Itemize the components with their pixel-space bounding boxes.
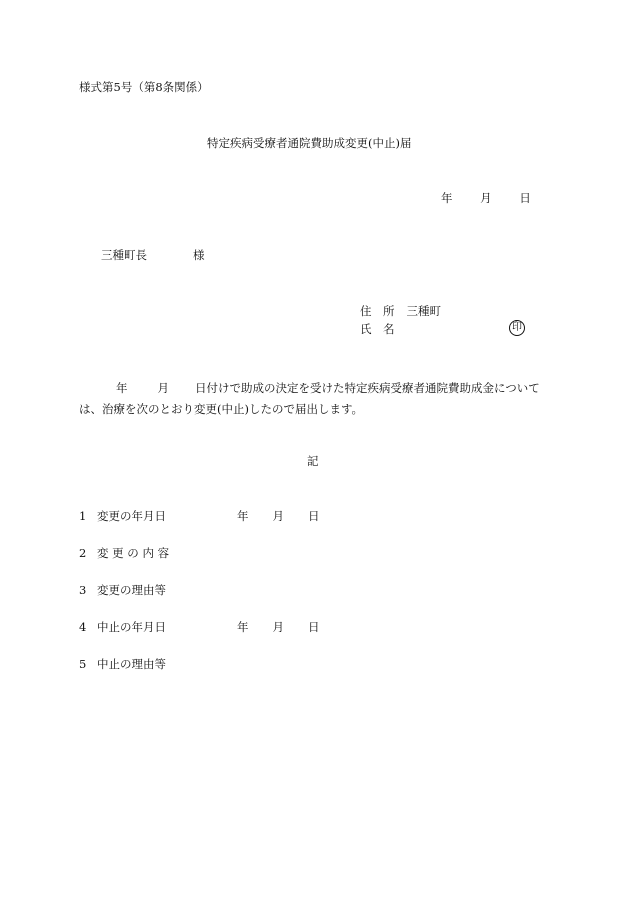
body-year-label: 年 — [116, 381, 128, 395]
item-number: 4 — [79, 620, 87, 634]
item-month-label: 月 — [272, 620, 284, 634]
item-change-reason — [79, 585, 237, 597]
item-number: 1 — [79, 509, 87, 523]
item-label: 変更の理由等 — [97, 583, 166, 597]
item-label: 変更の年月日 — [97, 509, 166, 523]
address-value: 三種町 — [406, 304, 441, 318]
item-stop-date — [79, 622, 320, 634]
ki-heading: 記 — [307, 454, 319, 468]
applicant-name — [360, 324, 395, 336]
name-label: 氏 名 — [360, 322, 395, 336]
document-title: 特定疾病受療者通院費助成変更(中止)届 — [207, 136, 412, 150]
item-day-label: 日 — [308, 620, 320, 634]
item-day-label: 日 — [308, 509, 320, 523]
seal-mark: 印 — [509, 320, 525, 336]
address-label: 住 所 — [360, 304, 395, 318]
body-month-label: 月 — [157, 381, 169, 395]
item-month-label: 月 — [272, 509, 284, 523]
body-paragraph — [79, 378, 549, 420]
applicant-address — [360, 306, 441, 318]
body-text: 日付けで助成の決定を受けた特定疾病受療者通院費助成金については、治療を次のとおり変更(中止)したので届出します。 — [79, 381, 540, 416]
submission-date — [441, 193, 531, 205]
item-number: 3 — [79, 583, 87, 597]
date-month-label: 月 — [480, 191, 492, 205]
item-change-content — [79, 548, 237, 560]
addressee-name: 三種町長 — [101, 248, 147, 262]
item-year-label: 年 — [237, 509, 249, 523]
item-label: 中止の理由等 — [97, 657, 166, 671]
date-year-label: 年 — [441, 191, 453, 205]
item-stop-reason — [79, 659, 237, 671]
item-number: 2 — [79, 546, 87, 560]
date-day-label: 日 — [519, 191, 531, 205]
item-year-label: 年 — [237, 620, 249, 634]
item-label: 中止の年月日 — [97, 620, 166, 634]
item-number: 5 — [79, 657, 87, 671]
addressee — [101, 250, 205, 262]
item-label: 変 更 の 内 容 — [97, 546, 170, 560]
item-change-date — [79, 511, 320, 523]
addressee-honorific: 様 — [193, 248, 205, 262]
form-number: 様式第5号（第8条関係） — [79, 80, 209, 94]
